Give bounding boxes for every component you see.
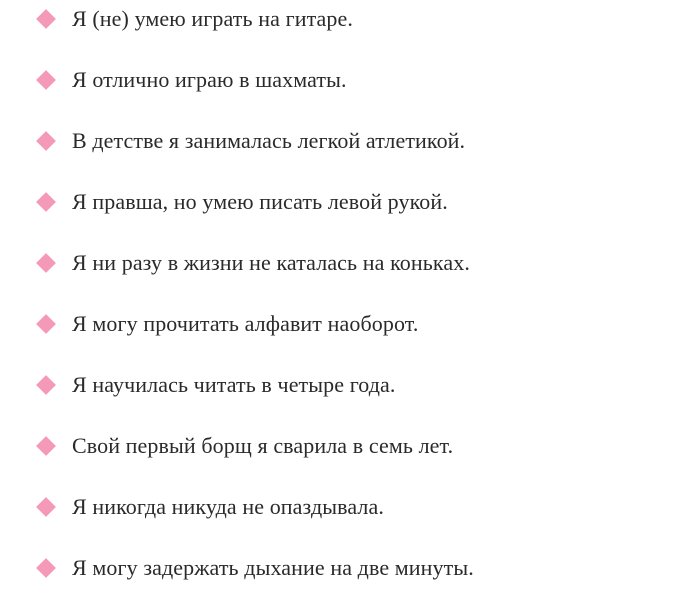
diamond-icon	[36, 192, 56, 212]
diamond-icon	[36, 375, 56, 395]
list-item-text: Я могу прочитать алфавит наоборот.	[72, 311, 419, 336]
list-item	[0, 550, 689, 590]
list-item-text: Я правша, но умею писать левой рукой.	[72, 189, 448, 214]
list-item	[0, 367, 689, 407]
list-item	[0, 489, 689, 529]
list-item	[0, 62, 689, 102]
list-item-text: Я отлично играю в шахматы.	[72, 67, 347, 92]
diamond-icon	[36, 131, 56, 151]
list-item	[0, 428, 689, 468]
diamond-icon	[36, 70, 56, 90]
list-item	[0, 184, 689, 224]
list-item	[0, 1, 689, 41]
diamond-icon	[36, 497, 56, 517]
diamond-icon	[36, 314, 56, 334]
diamond-icon	[36, 558, 56, 578]
diamond-icon	[36, 253, 56, 273]
list-item-text: Я ни разу в жизни не каталась на коньках.	[72, 250, 470, 275]
list-item-text: Я (не) умею играть на гитаре.	[72, 6, 353, 31]
list-item-text: Я могу задержать дыхание на две минуты.	[72, 555, 474, 580]
list-item-text: Я научилась читать в четыре года.	[72, 372, 396, 397]
list-item	[0, 123, 689, 163]
list-item	[0, 306, 689, 346]
list-item	[0, 245, 689, 285]
diamond-icon	[36, 9, 56, 29]
diamond-icon	[36, 436, 56, 456]
list-item-text: Свой первый борщ я сварила в семь лет.	[72, 433, 454, 458]
list-item-text: В детстве я занималась легкой атлетикой.	[72, 128, 466, 153]
list-item-text: Я никогда никуда не опаздывала.	[72, 494, 384, 519]
